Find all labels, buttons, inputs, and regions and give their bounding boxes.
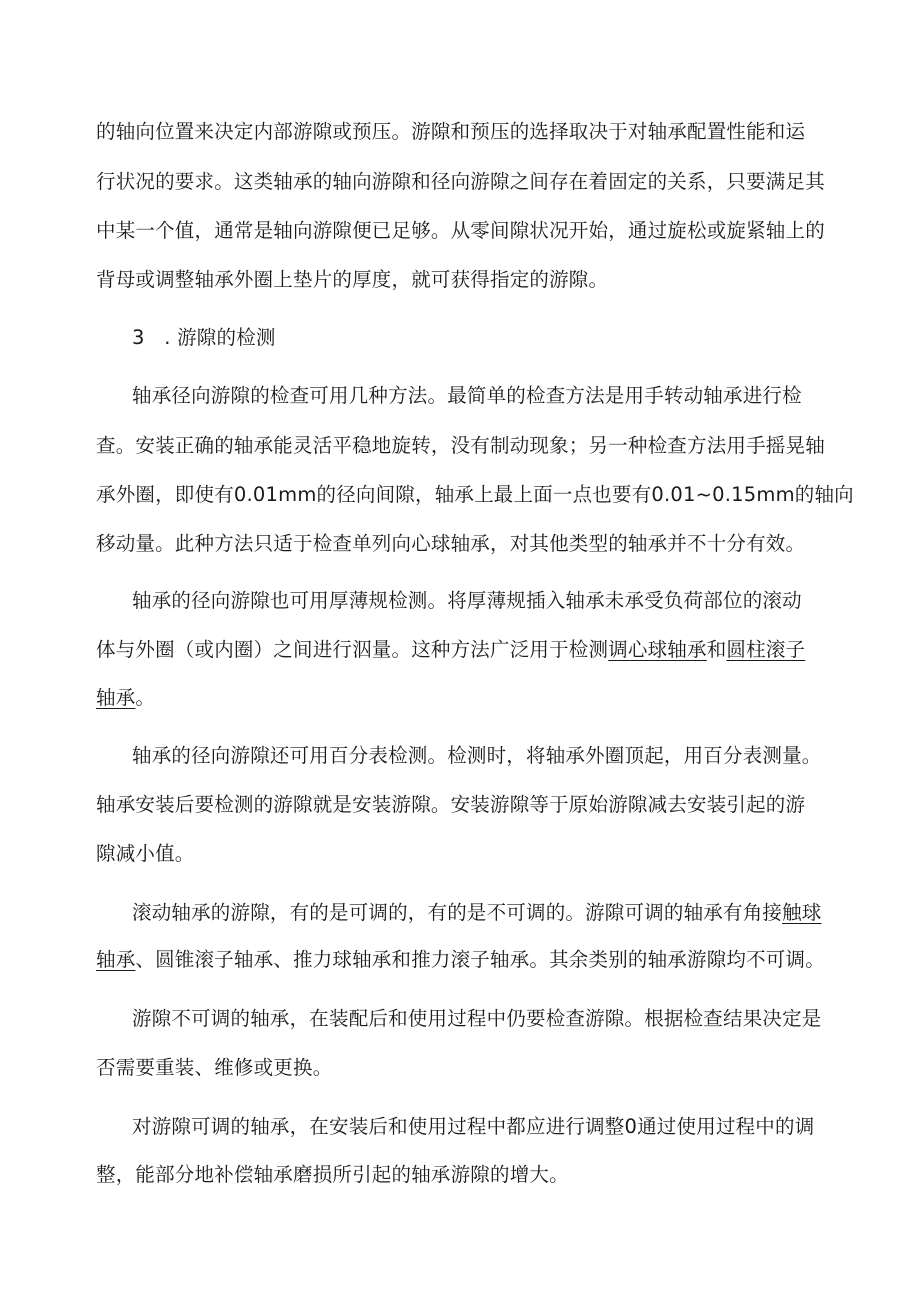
- p1-line-2: 行状况的要求。这类轴承的轴向游隙和径向游隙之间存在着固定的关系，只要满足其: [96, 170, 825, 193]
- link-cylindrical-roller-bearing-cont[interactable]: 轴承: [96, 686, 136, 709]
- p3-line-3-text: 。: [135, 686, 156, 709]
- p4-line-3: 隙减小值。: [96, 842, 195, 865]
- p6-line-1: 游隙不可调的轴承，在装配后和使用过程中仍要检查游隙。根据检查结果决定是: [132, 1007, 822, 1030]
- p2-line-4: 移动量。此种方法只适于检查单列向心球轴承，对其他类型的轴承并不十分有效。: [96, 532, 806, 555]
- p5-line-2: [96, 946, 825, 974]
- link-cylindrical-roller-bearing[interactable]: 圆柱滚子: [726, 638, 806, 661]
- link-angular-contact-ball-bearing[interactable]: 触球: [782, 901, 822, 924]
- p4-line-2: 轴承安装后要检测的游隙就是安装游隙。安装游隙等于原始游隙减去安装引起的游: [96, 793, 806, 816]
- p3-line-2-text-a: 体与外圈（或内圈）之间进行泅量。这种方法广泛用于检测: [96, 638, 609, 661]
- p1-line-4: 背母或调整轴承外圈上垫片的厚度，就可获得指定的游隙。: [96, 268, 609, 291]
- p2-line-2: 查。安装正确的轴承能灵活平稳地旋转，没有制动现象；另一种检查方法用手摇晃轴: [96, 434, 825, 457]
- p2-line-3: 承外圈，即使有0.01mm的径向间隙，轴承上最上面一点也要有0.01~0.15mm的轴向: [96, 483, 854, 506]
- p1-line-1: 的轴向位置来决定内部游隙或预压。游隙和预压的选择取决于对轴承配置性能和运: [96, 120, 806, 143]
- p2-line-1: 轴承径向游隙的检查可用几种方法。最简单的检查方法是用手转动轴承进行检: [132, 384, 802, 407]
- p7-line-2: 整，能部分地补偿轴承磨损所引起的轴承游隙的增大。: [96, 1163, 569, 1186]
- p1-line-3: 中某一个值，通常是轴向游隙便已足够。从零间隙状况开始，通过旋松或旋紧轴上的: [96, 219, 825, 242]
- p3-line-2-text-b: 和: [706, 638, 727, 661]
- link-self-aligning-ball-bearing[interactable]: 调心球轴承: [608, 638, 707, 661]
- p6-line-2: 否需要重装、维修或更换。: [96, 1056, 333, 1079]
- section-heading: 3 . 游隙的检测: [132, 326, 276, 349]
- p3-line-1: 轴承的径向游隙也可用厚薄规检测。将厚薄规插入轴承未承受负荷部位的滚动: [132, 589, 802, 612]
- p3-line-2: [96, 636, 805, 664]
- p4-line-1: 轴承的径向游隙还可用百分表检测。检测时，将轴承外圈顶起，用百分表测量。: [132, 744, 822, 767]
- link-angular-contact-ball-bearing-cont[interactable]: 轴承: [96, 948, 136, 971]
- p5-line-2-text: 、圆锥滚子轴承、推力球轴承和推力滚子轴承。其余类别的轴承游隙均不可调。: [135, 948, 825, 971]
- p3-line-3: [96, 684, 155, 712]
- p7-line-1: 对游隙可调的轴承，在安装后和使用过程中都应进行调整0通过使用过程中的调: [132, 1115, 815, 1138]
- p5-line-1: [132, 899, 822, 927]
- p5-line-1-text: 滚动轴承的游隙，有的是可调的，有的是不可调的。游隙可调的轴承有角接: [132, 901, 783, 924]
